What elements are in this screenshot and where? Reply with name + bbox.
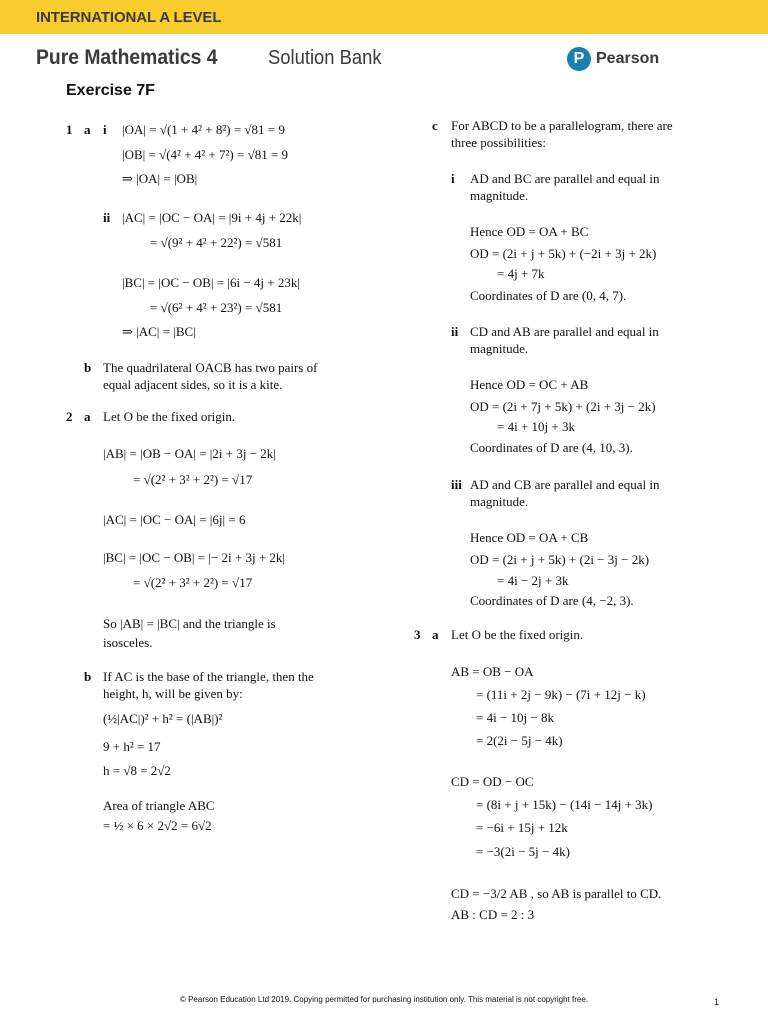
text-line: Let O be the fixed origin. — [451, 627, 584, 642]
header-banner: INTERNATIONAL A LEVEL — [0, 0, 768, 34]
working-line: AB = OB − OA — [451, 664, 534, 679]
part-label: a — [84, 122, 91, 137]
text-line: Coordinates of D are (4, 10, 3). — [470, 440, 633, 455]
working-line: h = √8 = 2√2 — [103, 763, 171, 778]
working-line: Hence OD = OA + BC — [470, 224, 589, 239]
working-line: 9 + h² = 17 — [103, 739, 161, 754]
working-line: = 4i − 10j − 8k — [476, 710, 554, 725]
text-line: Area of triangle ABC — [103, 798, 215, 813]
working-line: Hence OD = OC + AB — [470, 377, 589, 392]
copyright-footer: © Pearson Education Ltd 2019. Copying permitted for purchasing institution only. This material is not copyright free. — [179, 995, 589, 1004]
working-line: |OB| = √(4² + 4² + 7²) = √81 = 9 — [122, 147, 289, 162]
text-line: height, h, will be given by: — [103, 686, 243, 701]
part-label: b — [84, 669, 92, 684]
text-line: AD and CB are parallel and equal in — [470, 477, 660, 492]
working-line: |BC| = |OC − OB| = |− 2i + 3j + 2k| — [103, 550, 286, 565]
working-line: = 2(2i − 5j − 4k) — [476, 733, 563, 748]
pearson-logo — [567, 47, 659, 71]
working-line: = −3(2i − 5j − 4k) — [476, 844, 570, 859]
question-number: 3 — [414, 627, 421, 642]
working-line: = 4i + 10j + 3k — [497, 419, 575, 434]
working-line: ⇒ |OA| = |OB| — [122, 171, 198, 186]
text-line: CD and AB are parallel and equal in — [470, 324, 659, 339]
working-line: |AC| = |OC − OA| = |9i + 4j + 22k| — [122, 210, 302, 225]
part-label: a — [432, 627, 439, 642]
working-line: (½|AC|)² + h² = (|AB|)² — [103, 711, 223, 726]
working-line: = √(2² + 3² + 2²) = √17 — [133, 575, 253, 590]
working-line: = 4i − 2j + 3k — [497, 573, 569, 588]
working-line: Hence OD = OA + CB — [470, 530, 589, 545]
working-line: = √(6² + 4² + 23²) = √581 — [150, 300, 283, 315]
text-line: If AC is the base of the triangle, then the — [103, 669, 314, 684]
working-line: CD = OD − OC — [451, 774, 534, 789]
working-line: CD = −3/2 AB , so AB is parallel to CD. — [451, 886, 662, 901]
book-title: Pure Mathematics 4 — [36, 46, 218, 69]
working-line: |AB| = |OB − OA| = |2i + 3j − 2k| — [103, 446, 276, 461]
subpart-label: ii — [103, 210, 111, 225]
working-line: = √(9² + 4² + 22²) = √581 — [150, 235, 283, 250]
exercise-title: Exercise 7F — [66, 82, 155, 99]
page-number: 1 — [714, 997, 720, 1007]
subpart-label: i — [103, 122, 107, 137]
text-line: So |AB| = |BC| and the triangle is — [103, 616, 276, 631]
text-line: For ABCD to be a parallelogram, there are — [451, 118, 673, 133]
question-number: 2 — [66, 409, 73, 424]
text-line: magnitude. — [470, 341, 529, 356]
text-line: AD and BC are parallel and equal in — [470, 171, 660, 186]
working-line: = ½ × 6 × 2√2 = 6√2 — [103, 818, 212, 833]
working-line: |AC| = |OC − OA| = |6j| = 6 — [103, 512, 246, 527]
working-line: = (11i + 2j − 9k) − (7i + 12j − k) — [476, 687, 646, 702]
part-label: a — [84, 409, 91, 424]
subpart-label: ii — [451, 324, 459, 339]
text-line: Let O be the fixed origin. — [103, 409, 236, 424]
text-line: magnitude. — [470, 494, 529, 509]
working-line: = (8i + j + 15k) − (14i − 14j + 3k) — [476, 797, 653, 812]
pearson-logo-icon: P — [567, 47, 591, 71]
working-line: = √(2² + 3² + 2²) = √17 — [133, 472, 253, 487]
text-line: Coordinates of D are (0, 4, 7). — [470, 288, 627, 303]
pearson-logo-text: Pearson — [596, 50, 660, 67]
text-line: magnitude. — [470, 188, 529, 203]
text-line: isosceles. — [103, 635, 153, 650]
working-line: |BC| = |OC − OB| = |6i − 4j + 23k| — [122, 275, 300, 290]
text-line: Coordinates of D are (4, −2, 3). — [470, 593, 634, 608]
working-line: OD = (2i + j + 5k) + (−2i + 3j + 2k) — [470, 246, 657, 261]
working-line: = −6i + 15j + 12k — [476, 820, 568, 835]
working-line: AB : CD = 2 : 3 — [451, 907, 535, 922]
subpart-label: i — [451, 171, 455, 186]
working-line: |OA| = √(1 + 4² + 8²) = √81 = 9 — [122, 122, 285, 137]
working-line: = 4j + 7k — [497, 266, 545, 281]
question-number: 1 — [66, 122, 73, 137]
working-line: OD = (2i + 7j + 5k) + (2i + 3j − 2k) — [470, 399, 656, 414]
text-line: three possibilities: — [451, 135, 546, 150]
part-label: c — [432, 118, 438, 133]
book-subtitle: Solution Bank — [268, 47, 382, 69]
text-line: The quadrilateral OACB has two pairs of — [103, 360, 318, 375]
working-line: OD = (2i + j + 5k) + (2i − 3j − 2k) — [470, 552, 650, 567]
subpart-label: iii — [451, 477, 462, 492]
part-label: b — [84, 360, 92, 375]
working-line: ⇒ |AC| = |BC| — [122, 324, 196, 339]
text-line: equal adjacent sides, so it is a kite. — [103, 377, 283, 392]
